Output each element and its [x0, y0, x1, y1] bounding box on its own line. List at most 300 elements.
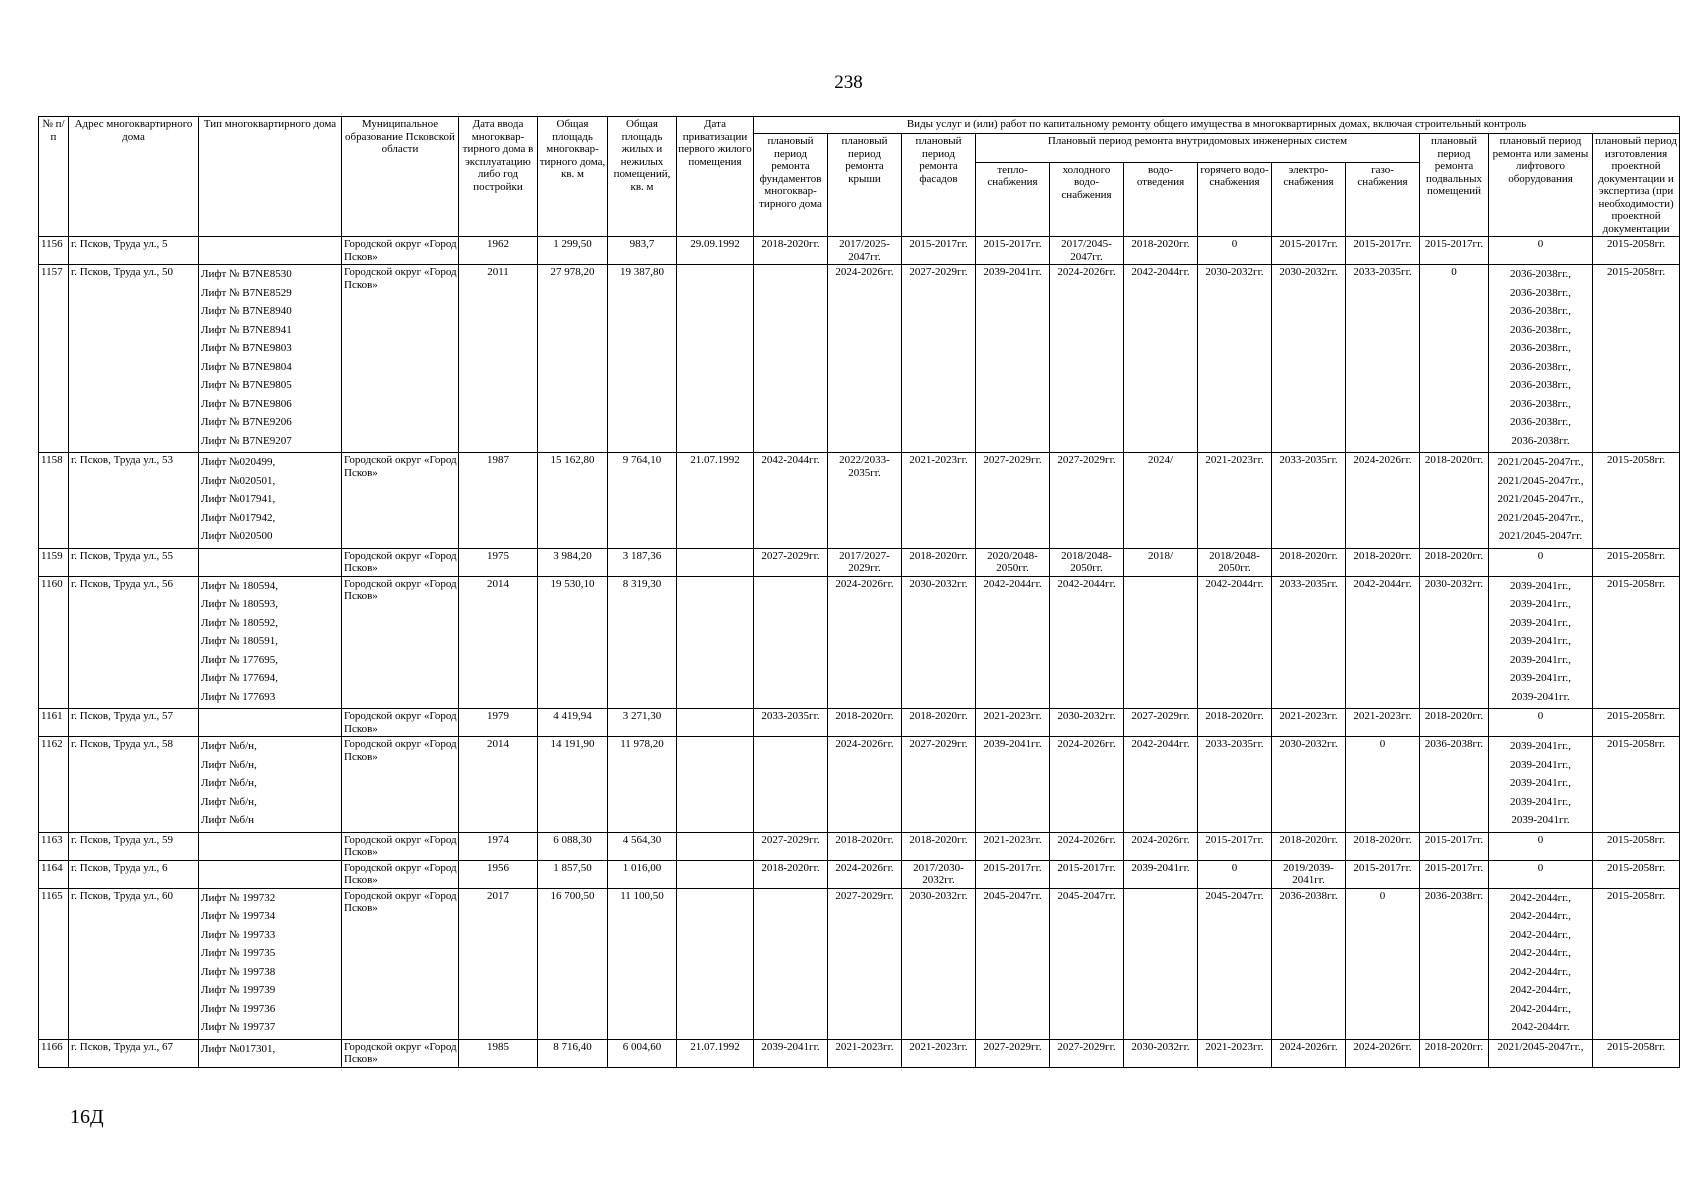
heat-supply-period-cell: 2039-2041гг. — [976, 265, 1050, 453]
commission-year-cell: 1962 — [459, 237, 538, 265]
elevator-period-item: 2039-2041гг., — [1510, 653, 1571, 666]
cold-water-period-cell: 2015-2017гг. — [1050, 860, 1124, 888]
table-row — [39, 576, 1680, 709]
heat-supply-period-cell: 2015-2017гг. — [976, 860, 1050, 888]
footer-mark: 16Д — [70, 1106, 104, 1128]
design-docs-period-cell: 2015-2058гг. — [1593, 576, 1680, 709]
sewage-period-cell: 2042-2044гг. — [1124, 737, 1198, 833]
cold-water-period-cell: 2017/2045-2047гг. — [1050, 237, 1124, 265]
elevator-period-item: 2036-2038гг., — [1510, 286, 1571, 299]
municipality-cell: Городской округ «Город Псков» — [342, 548, 459, 576]
lift-item: Лифт №020500 — [201, 530, 273, 542]
header-electric: электро-снабжения — [1272, 162, 1346, 237]
hot-water-period-cell: 2033-2035гг. — [1198, 737, 1272, 833]
building-type-cell — [199, 832, 342, 860]
elevator-period-item: 2042-2044гг. — [1511, 1021, 1570, 1033]
design-docs-period-cell: 2015-2058гг. — [1593, 737, 1680, 833]
lift-item: Лифт №017941, — [201, 493, 276, 505]
elevator-period-cell — [1489, 265, 1593, 453]
elevator-period-item: 2036-2038гг., — [1510, 379, 1571, 391]
municipality-cell: Городской округ «Город Псков» — [342, 832, 459, 860]
total-area-cell: 16 700,50 — [538, 888, 608, 1039]
roof-period-cell: 2024-2026гг. — [828, 860, 902, 888]
header-commission-date: Дата ввода многоквар-тирного дома в эксплуатацию либо год постройки — [459, 117, 538, 237]
elevator-period-item: 2042-2044гг., — [1510, 928, 1571, 941]
header-roof: плановый период ремонта крыши — [828, 134, 902, 237]
electric-period-cell: 2033-2035гг. — [1272, 453, 1346, 549]
gas-period-cell: 2015-2017гг. — [1346, 237, 1420, 265]
design-docs-period-cell: 2015-2058гг. — [1593, 548, 1680, 576]
header-total-area: Общая площадь многоквар-тирного дома, кв. м — [538, 117, 608, 237]
premises-area-cell: 3 187,36 — [608, 548, 677, 576]
row-number: 1161 — [39, 709, 69, 737]
lift-item: Лифт № 199733 — [201, 928, 276, 941]
address-cell: г. Псков, Труда ул., 5 — [69, 237, 199, 265]
gas-period-cell: 2018-2020гг. — [1346, 832, 1420, 860]
heat-supply-period-cell: 2021-2023гг. — [976, 709, 1050, 737]
elevator-period-item: 2021/2045-2047гг. — [1498, 530, 1583, 542]
elevator-period-item: 2039-2041гг., — [1510, 740, 1571, 752]
heat-supply-period-cell: 2045-2047гг. — [976, 888, 1050, 1039]
lift-item: Лифт № B7NE8529 — [201, 286, 292, 299]
electric-period-cell: 2015-2017гг. — [1272, 237, 1346, 265]
elevator-period-item: 0 — [1537, 710, 1544, 722]
elevator-period-item: 2039-2041гг. — [1511, 690, 1570, 703]
row-number: 1164 — [39, 860, 69, 888]
design-docs-period-cell: 2015-2058гг. — [1593, 453, 1680, 549]
row-number: 1166 — [39, 1039, 69, 1067]
lift-item: Лифт №020501, — [201, 474, 276, 487]
roof-period-cell: 2021-2023гг. — [828, 1039, 902, 1067]
elevator-period-item: 2042-2044гг., — [1510, 947, 1571, 959]
row-number: 1156 — [39, 237, 69, 265]
privatization-date-cell — [677, 737, 754, 833]
roof-period-cell: 2018-2020гг. — [828, 709, 902, 737]
cold-water-period-cell: 2045-2047гг. — [1050, 888, 1124, 1039]
municipality-cell: Городской округ «Город Псков» — [342, 709, 459, 737]
premises-area-cell: 19 387,80 — [608, 265, 677, 453]
lift-item: Лифт № 199734 — [201, 910, 276, 922]
lift-item: Лифт № 180594, — [201, 579, 279, 592]
table-row — [39, 1039, 1680, 1067]
privatization-date-cell — [677, 832, 754, 860]
elevator-period-item: 2021/2045-2047гг., — [1497, 511, 1584, 524]
building-type-cell — [199, 888, 342, 1039]
cold-water-period-cell: 2030-2032гг. — [1050, 709, 1124, 737]
table-row — [39, 548, 1680, 576]
cold-water-period-cell: 2042-2044гг. — [1050, 576, 1124, 709]
facade-period-cell: 2017/2030-2032гг. — [902, 860, 976, 888]
elevator-period-item: 0 — [1537, 833, 1544, 846]
address-cell: г. Псков, Труда ул., 6 — [69, 860, 199, 888]
table-row — [39, 237, 1680, 265]
lift-item: Лифт № 199736 — [201, 1002, 276, 1015]
elevator-period-cell — [1489, 737, 1593, 833]
header-premises-area: Общая площадь жилых и нежилых помещений, кв. м — [608, 117, 677, 237]
elevator-period-cell — [1489, 860, 1593, 888]
gas-period-cell: 0 — [1346, 737, 1420, 833]
row-number: 1159 — [39, 548, 69, 576]
roof-period-cell: 2018-2020гг. — [828, 832, 902, 860]
premises-area-cell: 3 271,30 — [608, 709, 677, 737]
elevator-period-item: 0 — [1537, 861, 1544, 874]
table-row — [39, 265, 1680, 453]
commission-year-cell: 2017 — [459, 888, 538, 1039]
commission-year-cell: 1975 — [459, 548, 538, 576]
gas-period-cell: 2024-2026гг. — [1346, 1039, 1420, 1067]
design-docs-period-cell: 2015-2058гг. — [1593, 265, 1680, 453]
municipality-cell: Городской округ «Город Псков» — [342, 737, 459, 833]
electric-period-cell: 2018-2020гг. — [1272, 832, 1346, 860]
address-cell: г. Псков, Труда ул., 56 — [69, 576, 199, 709]
commission-year-cell: 2014 — [459, 737, 538, 833]
table-row — [39, 737, 1680, 833]
total-area-cell: 1 857,50 — [538, 860, 608, 888]
municipality-cell: Городской округ «Город Псков» — [342, 888, 459, 1039]
cold-water-period-cell: 2018/2048-2050гг. — [1050, 548, 1124, 576]
lift-item: Лифт №б/н — [201, 814, 255, 826]
privatization-date-cell — [677, 265, 754, 453]
building-type-cell — [199, 265, 342, 453]
basement-period-cell: 2018-2020гг. — [1420, 548, 1489, 576]
table-row — [39, 832, 1680, 860]
privatization-date-cell: 29.09.1992 — [677, 237, 754, 265]
elevator-period-item: 2039-2041гг., — [1510, 598, 1571, 610]
lift-item: Лифт № B7NE8530 — [201, 268, 292, 280]
header-privatization-date: Дата приватизации первого жилого помещения — [677, 117, 754, 237]
header-sewage: водо-отведения — [1124, 162, 1198, 237]
elevator-period-item: 2039-2041гг., — [1510, 635, 1571, 647]
lift-item: Лифт № B7NE9207 — [201, 434, 292, 447]
elevator-period-item: 2039-2041гг., — [1510, 579, 1571, 592]
design-docs-period-cell: 2015-2058гг. — [1593, 237, 1680, 265]
address-cell: г. Псков, Труда ул., 59 — [69, 832, 199, 860]
electric-period-cell: 2030-2032гг. — [1272, 265, 1346, 453]
design-docs-period-cell: 2015-2058гг. — [1593, 832, 1680, 860]
facade-period-cell: 2027-2029гг. — [902, 737, 976, 833]
gas-period-cell: 2021-2023гг. — [1346, 709, 1420, 737]
commission-year-cell: 1979 — [459, 709, 538, 737]
premises-area-cell: 11 100,50 — [608, 888, 677, 1039]
foundation-period-cell: 2018-2020гг. — [754, 237, 828, 265]
hot-water-period-cell: 0 — [1198, 860, 1272, 888]
address-cell: г. Псков, Труда ул., 57 — [69, 709, 199, 737]
header-design-docs: плановый период изготовления проектной документации и экспертиза (при необходимости) проектной документации — [1593, 134, 1680, 237]
electric-period-cell: 2033-2035гг. — [1272, 576, 1346, 709]
elevator-period-cell — [1489, 888, 1593, 1039]
elevator-period-cell — [1489, 1039, 1593, 1067]
gas-period-cell: 0 — [1346, 888, 1420, 1039]
municipality-cell: Городской округ «Город Псков» — [342, 237, 459, 265]
elevator-period-cell — [1489, 709, 1593, 737]
cold-water-period-cell: 2024-2026гг. — [1050, 832, 1124, 860]
elevator-period-cell — [1489, 453, 1593, 549]
table-row — [39, 888, 1680, 1039]
elevator-period-item: 2042-2044гг., — [1510, 984, 1571, 996]
sewage-period-cell: 2027-2029гг. — [1124, 709, 1198, 737]
roof-period-cell: 2027-2029гг. — [828, 888, 902, 1039]
lift-item: Лифт № 177695, — [201, 653, 279, 666]
total-area-cell: 1 299,50 — [538, 237, 608, 265]
elevator-period-item: 2021/2045-2047гг., — [1497, 493, 1584, 505]
elevator-period-item: 2036-2038гг., — [1510, 305, 1571, 317]
cold-water-period-cell: 2024-2026гг. — [1050, 265, 1124, 453]
gas-period-cell: 2024-2026гг. — [1346, 453, 1420, 549]
lift-item: Лифт №б/н, — [201, 758, 257, 771]
lift-item: Лифт № 199735 — [201, 947, 276, 959]
total-area-cell: 3 984,20 — [538, 548, 608, 576]
electric-period-cell: 2036-2038гг. — [1272, 888, 1346, 1039]
municipality-cell: Городской округ «Город Псков» — [342, 265, 459, 453]
lift-item: Лифт № B7NE9206 — [201, 416, 292, 428]
sewage-period-cell: 2039-2041гг. — [1124, 860, 1198, 888]
hot-water-period-cell: 2015-2017гг. — [1198, 832, 1272, 860]
hot-water-period-cell: 2045-2047гг. — [1198, 888, 1272, 1039]
elevator-period-item: 2036-2038гг., — [1510, 268, 1571, 280]
foundation-period-cell — [754, 576, 828, 709]
total-area-cell: 27 978,20 — [538, 265, 608, 453]
sewage-period-cell: 2018/ — [1124, 548, 1198, 576]
electric-period-cell: 2018-2020гг. — [1272, 548, 1346, 576]
roof-period-cell: 2024-2026гг. — [828, 265, 902, 453]
repair-schedule-table — [38, 116, 1680, 1068]
total-area-cell: 4 419,94 — [538, 709, 608, 737]
address-cell: г. Псков, Труда ул., 58 — [69, 737, 199, 833]
header-cold-water: холодного водо-снабжения — [1050, 162, 1124, 237]
lift-item: Лифт № B7NE9806 — [201, 397, 292, 410]
basement-period-cell: 2018-2020гг. — [1420, 453, 1489, 549]
elevator-period-item: 2021/2045-2047гг., — [1497, 456, 1584, 468]
header-hot-water: горячего водо-снабжения — [1198, 162, 1272, 237]
building-type-cell — [199, 453, 342, 549]
lift-item: Лифт №б/н, — [201, 795, 257, 808]
header-works-group: Виды услуг и (или) работ по капитальному ремонту общего имущества в многоквартирных домах, включая строительный контроль — [754, 117, 1680, 134]
elevator-period-item: 2039-2041гг., — [1510, 672, 1571, 684]
facade-period-cell: 2018-2020гг. — [902, 832, 976, 860]
municipality-cell: Городской округ «Город Псков» — [342, 1039, 459, 1067]
header-basement: плановый период ремонта подвальных помещений — [1420, 134, 1489, 237]
municipality-cell: Городской округ «Город Псков» — [342, 576, 459, 709]
header-building-type: Тип многоквартирного дома — [199, 117, 342, 237]
lift-item: Лифт № B7NE9805 — [201, 379, 292, 391]
hot-water-period-cell: 2018-2020гг. — [1198, 709, 1272, 737]
sewage-period-cell: 2024-2026гг. — [1124, 832, 1198, 860]
foundation-period-cell — [754, 737, 828, 833]
roof-period-cell: 2024-2026гг. — [828, 737, 902, 833]
header-elevator: плановый период ремонта или замены лифтового оборудования — [1489, 134, 1593, 237]
premises-area-cell: 983,7 — [608, 237, 677, 265]
design-docs-period-cell: 2015-2058гг. — [1593, 888, 1680, 1039]
building-type-cell — [199, 737, 342, 833]
table-row — [39, 709, 1680, 737]
privatization-date-cell — [677, 548, 754, 576]
row-number: 1158 — [39, 453, 69, 549]
basement-period-cell: 0 — [1420, 265, 1489, 453]
privatization-date-cell — [677, 888, 754, 1039]
row-number: 1160 — [39, 576, 69, 709]
lift-item: Лифт № 177694, — [201, 672, 279, 684]
hot-water-period-cell: 2018/2048-2050гг. — [1198, 548, 1272, 576]
total-area-cell: 15 162,80 — [538, 453, 608, 549]
premises-area-cell: 9 764,10 — [608, 453, 677, 549]
gas-period-cell: 2042-2044гг. — [1346, 576, 1420, 709]
sewage-period-cell: 2042-2044гг. — [1124, 265, 1198, 453]
total-area-cell: 19 530,10 — [538, 576, 608, 709]
gas-period-cell: 2018-2020гг. — [1346, 548, 1420, 576]
design-docs-period-cell: 2015-2058гг. — [1593, 860, 1680, 888]
header-no: № п/п — [39, 117, 69, 237]
basement-period-cell: 2015-2017гг. — [1420, 832, 1489, 860]
row-number: 1165 — [39, 888, 69, 1039]
privatization-date-cell — [677, 709, 754, 737]
heat-supply-period-cell: 2042-2044гг. — [976, 576, 1050, 709]
lift-item: Лифт №б/н, — [201, 740, 257, 752]
hot-water-period-cell: 2021-2023гг. — [1198, 1039, 1272, 1067]
premises-area-cell: 6 004,60 — [608, 1039, 677, 1067]
row-number: 1157 — [39, 265, 69, 453]
cold-water-period-cell: 2027-2029гг. — [1050, 1039, 1124, 1067]
foundation-period-cell: 2027-2029гг. — [754, 832, 828, 860]
municipality-cell: Городской округ «Город Псков» — [342, 453, 459, 549]
building-type-cell — [199, 860, 342, 888]
premises-area-cell: 1 016,00 — [608, 860, 677, 888]
total-area-cell: 6 088,30 — [538, 832, 608, 860]
elevator-period-item: 2042-2044гг., — [1510, 910, 1571, 922]
header-heat: тепло-снабжения — [976, 162, 1050, 237]
basement-period-cell: 2018-2020гг. — [1420, 1039, 1489, 1067]
heat-supply-period-cell: 2021-2023гг. — [976, 832, 1050, 860]
cold-water-period-cell: 2024-2026гг. — [1050, 737, 1124, 833]
basement-period-cell: 2030-2032гг. — [1420, 576, 1489, 709]
heat-supply-period-cell: 2015-2017гг. — [976, 237, 1050, 265]
elevator-period-cell — [1489, 237, 1593, 265]
lift-item: Лифт № B7NE9803 — [201, 342, 292, 354]
cold-water-period-cell: 2027-2029гг. — [1050, 453, 1124, 549]
facade-period-cell: 2021-2023гг. — [902, 453, 976, 549]
commission-year-cell: 1956 — [459, 860, 538, 888]
elevator-period-cell — [1489, 832, 1593, 860]
lift-item: Лифт №б/н, — [201, 777, 257, 789]
lift-item: Лифт № B7NE8941 — [201, 323, 292, 336]
facade-period-cell: 2030-2032гг. — [902, 888, 976, 1039]
electric-period-cell: 2024-2026гг. — [1272, 1039, 1346, 1067]
elevator-period-item: 2021/2045-2047гг., — [1497, 474, 1584, 487]
building-type-cell — [199, 548, 342, 576]
basement-period-cell: 2036-2038гг. — [1420, 737, 1489, 833]
row-number: 1163 — [39, 832, 69, 860]
sewage-period-cell: 2030-2032гг. — [1124, 1039, 1198, 1067]
elevator-period-item: 2036-2038гг., — [1510, 397, 1571, 410]
facade-period-cell: 2018-2020гг. — [902, 548, 976, 576]
basement-period-cell: 2018-2020гг. — [1420, 709, 1489, 737]
lift-item: Лифт № 199737 — [201, 1021, 276, 1033]
table-row — [39, 453, 1680, 549]
building-type-cell — [199, 709, 342, 737]
commission-year-cell: 1985 — [459, 1039, 538, 1067]
lift-item: Лифт № B7NE8940 — [201, 305, 292, 317]
lift-item: Лифт № 180592, — [201, 616, 279, 629]
elevator-period-item: 2042-2044гг., — [1510, 965, 1571, 978]
total-area-cell: 8 716,40 — [538, 1039, 608, 1067]
address-cell: г. Псков, Труда ул., 55 — [69, 548, 199, 576]
heat-supply-period-cell: 2039-2041гг. — [976, 737, 1050, 833]
foundation-period-cell: 2042-2044гг. — [754, 453, 828, 549]
sewage-period-cell — [1124, 888, 1198, 1039]
elevator-period-item: 2039-2041гг. — [1511, 814, 1570, 826]
header-foundation: плановый период ремонта фундаментов многоквар-тирного дома — [754, 134, 828, 237]
premises-area-cell: 11 978,20 — [608, 737, 677, 833]
sewage-period-cell: 2024/ — [1124, 453, 1198, 549]
table-body — [39, 237, 1680, 1068]
elevator-period-item: 2036-2038гг., — [1510, 416, 1571, 428]
electric-period-cell: 2021-2023гг. — [1272, 709, 1346, 737]
electric-period-cell: 2030-2032гг. — [1272, 737, 1346, 833]
commission-year-cell: 1974 — [459, 832, 538, 860]
address-cell: г. Псков, Труда ул., 53 — [69, 453, 199, 549]
premises-area-cell: 8 319,30 — [608, 576, 677, 709]
elevator-period-item: 2042-2044гг., — [1510, 1002, 1571, 1015]
facade-period-cell: 2018-2020гг. — [902, 709, 976, 737]
elevator-period-item: 0 — [1537, 549, 1544, 562]
design-docs-period-cell: 2015-2058гг. — [1593, 709, 1680, 737]
basement-period-cell: 2015-2017гг. — [1420, 237, 1489, 265]
building-type-cell — [199, 237, 342, 265]
heat-supply-period-cell: 2020/2048-2050гг. — [976, 548, 1050, 576]
lift-item: Лифт № 180593, — [201, 598, 279, 610]
elevator-period-item: 2039-2041гг., — [1510, 777, 1571, 789]
commission-year-cell: 2014 — [459, 576, 538, 709]
privatization-date-cell — [677, 576, 754, 709]
facade-period-cell: 2030-2032гг. — [902, 576, 976, 709]
lift-item: Лифт № 177693 — [201, 690, 276, 703]
electric-period-cell: 2019/2039-2041гг. — [1272, 860, 1346, 888]
foundation-period-cell: 2039-2041гг. — [754, 1039, 828, 1067]
table-row — [39, 860, 1680, 888]
hot-water-period-cell: 2042-2044гг. — [1198, 576, 1272, 709]
hot-water-period-cell: 0 — [1198, 237, 1272, 265]
sewage-period-cell: 2018-2020гг. — [1124, 237, 1198, 265]
building-type-cell — [199, 576, 342, 709]
foundation-period-cell: 2027-2029гг. — [754, 548, 828, 576]
commission-year-cell: 1987 — [459, 453, 538, 549]
elevator-period-item: 2036-2038гг. — [1511, 434, 1570, 447]
elevator-period-item: 2039-2041гг., — [1510, 616, 1571, 629]
municipality-cell: Городской округ «Город Псков» — [342, 860, 459, 888]
basement-period-cell: 2036-2038гг. — [1420, 888, 1489, 1039]
elevator-period-item: 2039-2041гг., — [1510, 758, 1571, 771]
facade-period-cell: 2015-2017гг. — [902, 237, 976, 265]
foundation-period-cell — [754, 265, 828, 453]
roof-period-cell: 2024-2026гг. — [828, 576, 902, 709]
privatization-date-cell: 21.07.1992 — [677, 453, 754, 549]
heat-supply-period-cell: 2027-2029гг. — [976, 1039, 1050, 1067]
elevator-period-cell — [1489, 576, 1593, 709]
header-engineering-group: Плановый период ремонта внутридомовых инженерных систем — [976, 134, 1420, 163]
design-docs-period-cell: 2015-2058гг. — [1593, 1039, 1680, 1067]
lift-item: Лифт № 180591, — [201, 635, 279, 647]
elevator-period-item: 2036-2038гг., — [1510, 342, 1571, 354]
elevator-period-item: 2036-2038гг., — [1510, 360, 1571, 373]
header-facade: плановый период ремонта фасадов — [902, 134, 976, 237]
hot-water-period-cell: 2021-2023гг. — [1198, 453, 1272, 549]
premises-area-cell: 4 564,30 — [608, 832, 677, 860]
building-type-cell — [199, 1039, 342, 1067]
commission-year-cell: 2011 — [459, 265, 538, 453]
elevator-period-item: 0 — [1537, 238, 1544, 250]
address-cell: г. Псков, Труда ул., 67 — [69, 1039, 199, 1067]
address-cell: г. Псков, Труда ул., 60 — [69, 888, 199, 1039]
foundation-period-cell: 2033-2035гг. — [754, 709, 828, 737]
